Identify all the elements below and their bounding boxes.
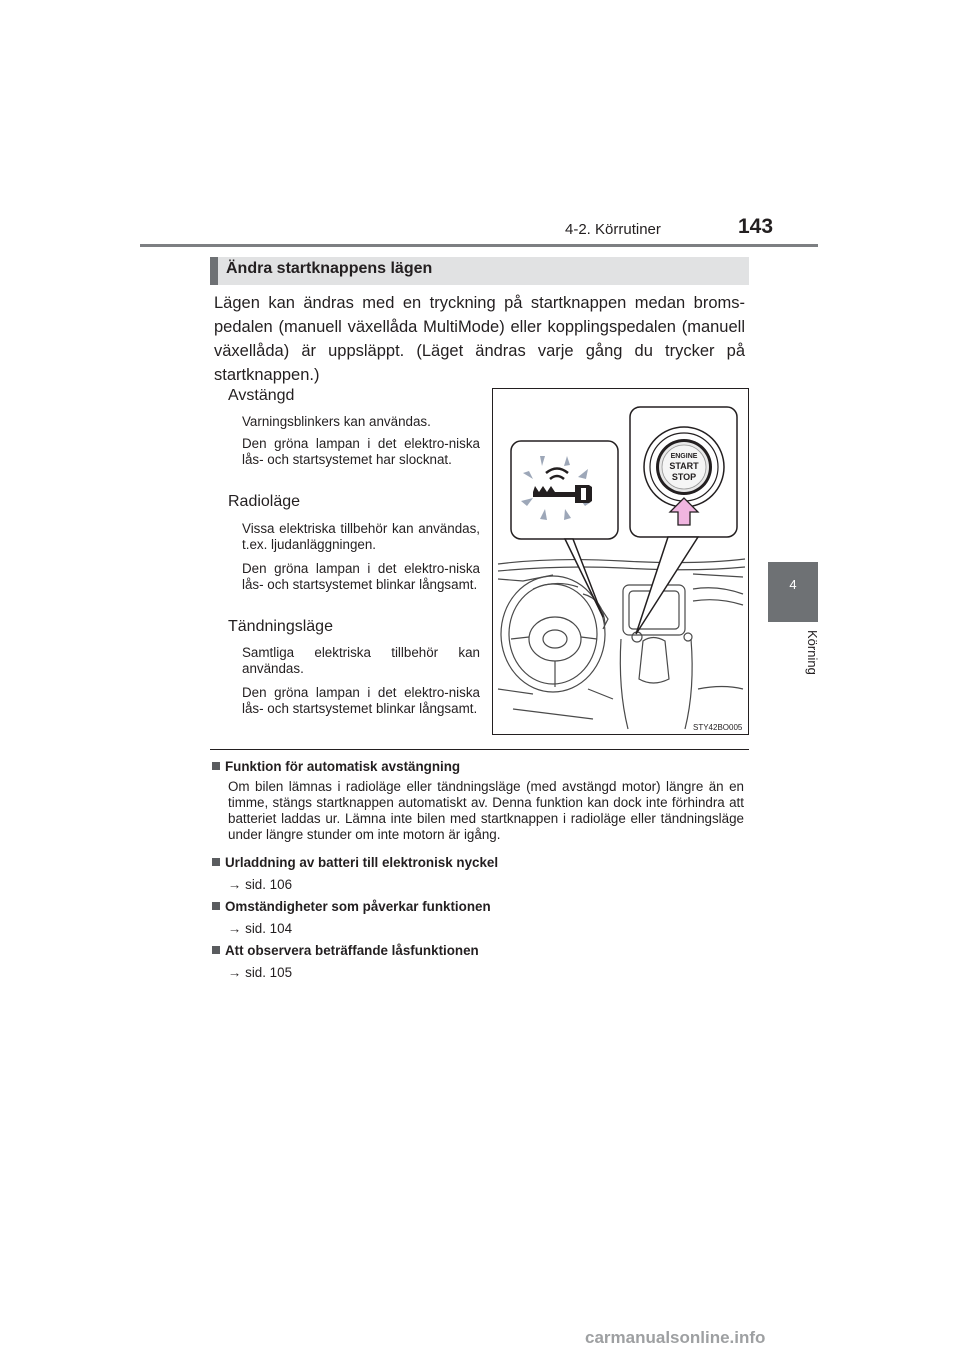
mode-on-line-2: Den gröna lampan i det elektro-niska lås- och startsystemet blinkar långsamt. [242,685,480,716]
bullet-square-icon [212,858,220,866]
note-4-ref [228,965,292,980]
note-3-title [212,899,491,914]
illustration-code: STY42BO005 [693,723,743,732]
key-callout-pointer [565,539,603,617]
engine-start-stop-button [644,427,724,507]
mode-on-title: Tändningsläge [228,618,333,635]
chapter-tab-number: 4 [789,577,797,592]
mode-acc-line-2: Den gröna lampan i det elektro-niska lås- och startsystemet blinkar långsamt. [242,561,480,592]
button-label-stop: STOP [671,472,697,482]
button-label-start: START [669,461,699,471]
mode-acc-title: Radioläge [228,493,301,510]
bullet-square-icon [212,902,220,910]
note-2-title [212,855,498,870]
note-1-title [212,759,460,774]
mode-off-title: Avstängd [228,387,295,404]
page-number: 143 [738,215,774,238]
arrow-right-icon: → [228,921,246,936]
section-title: Ändra startknappens lägen [226,260,433,277]
note-2-title-text: Urladdning av batteri till elektronisk nyckel [225,855,499,870]
key-callout-box [511,441,618,539]
header-divider [140,244,818,247]
arrow-right-icon: → [228,965,246,980]
note-3-title-text: Omständigheter som påverkar funktionen [225,899,491,914]
chapter-heading: 4-2. Körrutiner [565,221,661,238]
mode-on-line-1: Samtliga elektriska tillbehör kan användas. [242,645,480,676]
watermark: carmanualsonline.info [585,1328,766,1347]
bullet-square-icon [212,946,220,954]
arrow-right-icon: → [228,877,246,892]
mode-acc-line-1: Vissa elektriska tillbehör kan användas, t.ex. ljudanläggningen. [242,521,480,552]
note-4-title [212,943,479,958]
dashboard-illustration [492,388,749,735]
note-4-title-text: Att observera beträffande låsfunktionen [225,943,479,958]
mode-off-line-1: Varningsblinkers kan användas. [242,414,431,429]
note-1-text: Om bilen lämnas i radioläge eller tändningsläge (med avstängd motor) längre än en timme, stängs startknappen automatiskt av. Denna funktion kan dock inte förhindra att batteriet laddas ur. Lämna inte bilen med startknappen i radioläge eller tändningsläge under längre stunder om inte motorn är igång. [228,779,744,842]
button-label-engine: ENGINE [670,453,698,460]
chapter-tab [768,562,818,622]
note-1-title-text: Funktion för automatisk avstängning [225,759,461,774]
dashboard-drawing [493,389,748,734]
note-2-ref-link[interactable]: sid. 106 [245,877,293,892]
note-3-ref-link[interactable]: sid. 104 [245,921,293,936]
note-4-ref-link[interactable]: sid. 105 [245,965,293,980]
mode-off-line-2: Den gröna lampan i det elektro-niska lås- och startsystemet har slocknat. [242,436,480,467]
note-2-ref [228,877,292,892]
section-title-accent [210,257,218,285]
note-3-ref [228,921,292,936]
dashboard-lineart [498,559,745,729]
intro-paragraph: Lägen kan ändras med en tryckning på startknappen medan broms-pedalen (manuell växellåda MultiMode) eller kopplingspedalen (manuell växellåda) är uppsläppt. (Läget ändras varje gång du trycker på startknappen.) [214,294,745,384]
bullet-square-icon [212,762,220,770]
notes-divider [210,749,749,750]
chapter-tab-label: Körning [805,630,820,675]
